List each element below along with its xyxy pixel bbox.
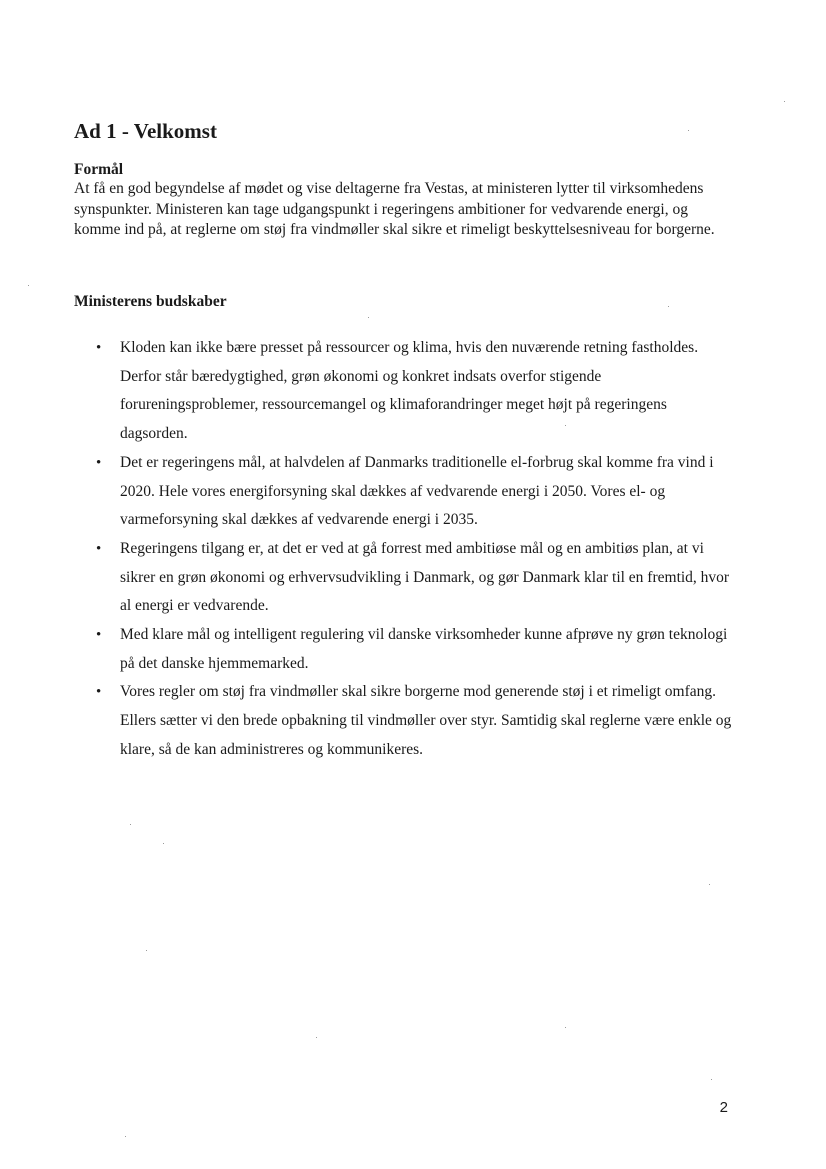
purpose-title: Formål [74, 161, 124, 178]
scan-speck [125, 1136, 126, 1137]
list-item [74, 334, 732, 449]
messages-section [74, 292, 734, 765]
list-item-text: Det er regeringens mål, at halvdelen af Danmarks traditionelle el-forbrug skal komme fra vind i 2020. Hele vores energiforsyning skal dækkes af vedvarende energi i 2050. Vores el- og varmeforsyning skal dækkes af vedvarende energi i 2035. [120, 453, 714, 529]
scan-speck [784, 101, 785, 102]
purpose-section [74, 160, 724, 241]
list-item-text: Kloden kan ikke bære presset på ressourcer og klima, hvis den nuværende retning fastholdes. Derfor står bæredygtighed, grøn økonomi og konkret indsats overfor stigende forureningsproblemer, ressourcemangel og klimaforandringer meget højt på regeringens dagsorden. [120, 339, 699, 443]
purpose-text: At få en god begyndelse af mødet og vise deltagerne fra Vestas, at ministeren lytter til virksomhedens synspunkter. Ministeren kan tage udgangspunkt i regeringens ambitioner for vedvarende energi, og komme ind på, at reglerne om støj fra vindmøller skal sikre et rimeligt beskyttelsesniveau for borgerne. [74, 180, 715, 238]
messages-title: Ministerens budskaber [74, 293, 227, 310]
scan-speck [668, 306, 669, 307]
scan-speck [146, 950, 147, 951]
list-item-text: Vores regler om støj fra vindmøller skal sikre borgerne mod generende støj i et rimeligt omfang. Ellers sætter vi den brede opbakning til vindmøller over styr. Samtidig skal reglerne være enkle og klare, så de kan administreres og kommunikeres. [120, 683, 732, 758]
bullet-icon: • [96, 540, 102, 557]
list-item [74, 621, 732, 678]
scan-speck [565, 425, 566, 426]
list-item [74, 449, 732, 535]
scan-speck [28, 285, 29, 286]
scan-speck [711, 1079, 712, 1080]
list-item-text: Med klare mål og intelligent regulering vil danske virksomheder kunne afprøve ny grøn teknologi på det danske hjemmemarked. [120, 626, 728, 672]
bullet-icon: • [96, 684, 102, 701]
scan-speck [688, 130, 689, 131]
scan-speck [709, 884, 710, 885]
scan-speck [316, 1037, 317, 1038]
page-number: 2 [719, 1099, 728, 1116]
scan-speck [368, 317, 369, 318]
section-heading: Ad 1 - Velkomst [74, 119, 217, 143]
scan-speck [130, 824, 131, 825]
scan-speck [565, 1027, 566, 1028]
bullet-icon: • [96, 454, 102, 471]
messages-list [74, 334, 734, 765]
bullet-icon: • [96, 340, 102, 356]
list-item-text: Regeringens tilgang er, at det er ved at gå forrest med ambitiøse mål og en ambitiøs plan, at vi sikrer en grøn økonomi og erhvervsudvikling i Danmark, og gør Danmark klar til en fremtid, hvor al energi er vedvarende. [120, 539, 730, 615]
list-item [74, 535, 732, 621]
scan-speck [163, 843, 164, 844]
bullet-icon: • [96, 627, 102, 644]
list-item [74, 678, 732, 764]
